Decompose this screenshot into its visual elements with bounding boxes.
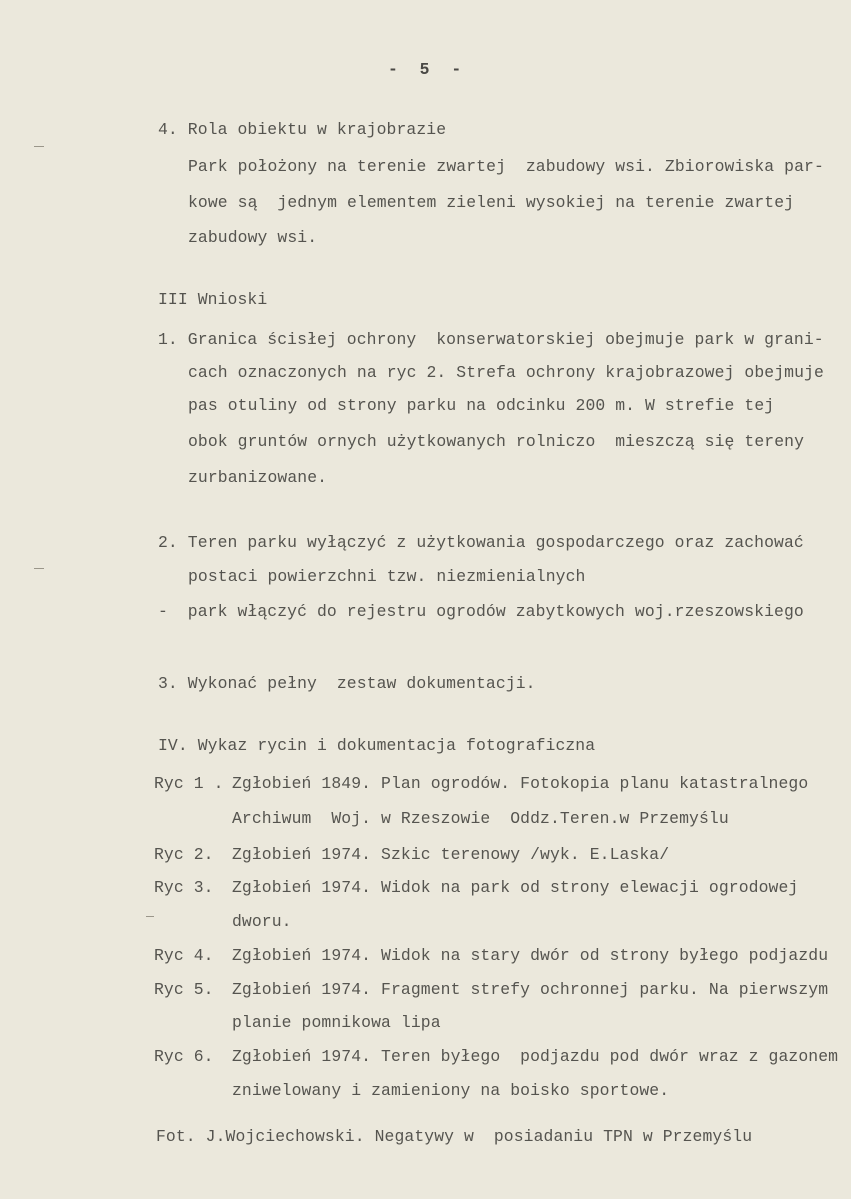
figure-label: Ryc 3.: [154, 878, 214, 897]
margin-mark: [34, 568, 44, 569]
figure-label: Ryc 5.: [154, 980, 214, 999]
figure-caption: Archiwum Woj. w Rzeszowie Oddz.Teren.w Przemyślu: [232, 809, 729, 828]
figure-caption: Zgłobień 1974. Fragment strefy ochronnej parku. Na pierwszym: [232, 980, 829, 999]
margin-mark: [34, 146, 44, 147]
conclusion-line: postaci powierzchni tzw. niezmienialnych: [188, 567, 586, 586]
section-heading-figures: IV. Wykaz rycin i dokumentacja fotograficzna: [158, 736, 596, 755]
section-heading-role: 4. Rola obiektu w krajobrazie: [158, 120, 447, 139]
section-heading-conclusions: III Wnioski: [158, 290, 268, 309]
figure-caption: Zgłobień 1974. Widok na park od strony elewacji ogrodowej: [232, 878, 799, 897]
conclusion-line: obok gruntów ornych użytkowanych rolniczo mieszczą się tereny: [188, 432, 805, 451]
photo-credit: Fot. J.Wojciechowski. Negatywy w posiadaniu TPN w Przemyślu: [156, 1127, 753, 1146]
conclusion-line: 1. Granica ścisłej ochrony konserwatorskiej obejmuje park w grani-: [158, 330, 824, 349]
figure-caption: Zgłobień 1974. Teren byłego podjazdu pod dwór wraz z gazonem: [232, 1047, 839, 1066]
conclusion-line: - park włączyć do rejestru ogrodów zabytkowych woj.rzeszowskiego: [158, 602, 804, 621]
conclusion-line: 2. Teren parku wyłączyć z użytkowania gospodarczego oraz zachować: [158, 533, 804, 552]
conclusion-line: zurbanizowane.: [188, 468, 328, 487]
figure-caption: zniwelowany i zamieniony na boisko sportowe.: [232, 1081, 670, 1100]
paragraph-line: zabudowy wsi.: [188, 228, 318, 247]
margin-mark: [146, 916, 154, 917]
figure-caption: dworu.: [232, 912, 292, 931]
conclusion-line: pas otuliny od strony parku na odcinku 200 m. W strefie tej: [188, 396, 775, 415]
figure-caption: planie pomnikowa lipa: [232, 1013, 441, 1032]
figure-caption: Zgłobień 1849. Plan ogrodów. Fotokopia planu katastralnego: [232, 774, 809, 793]
page-number: - 5 -: [388, 60, 468, 79]
figure-label: Ryc 1 .: [154, 774, 224, 793]
figure-caption: Zgłobień 1974. Szkic terenowy /wyk. E.Laska/: [232, 845, 670, 864]
figure-label: Ryc 6.: [154, 1047, 214, 1066]
conclusion-line: cach oznaczonych na ryc 2. Strefa ochrony krajobrazowej obejmuje: [188, 363, 824, 382]
figure-label: Ryc 2.: [154, 845, 214, 864]
figure-caption: Zgłobień 1974. Widok na stary dwór od strony byłego podjazdu: [232, 946, 829, 965]
figure-label: Ryc 4.: [154, 946, 214, 965]
paragraph-line: Park położony na terenie zwartej zabudowy wsi. Zbiorowiska par-: [188, 157, 824, 176]
conclusion-line: 3. Wykonać pełny zestaw dokumentacji.: [158, 674, 536, 693]
paragraph-line: kowe są jednym elementem zieleni wysokiej na terenie zwartej: [188, 193, 795, 212]
